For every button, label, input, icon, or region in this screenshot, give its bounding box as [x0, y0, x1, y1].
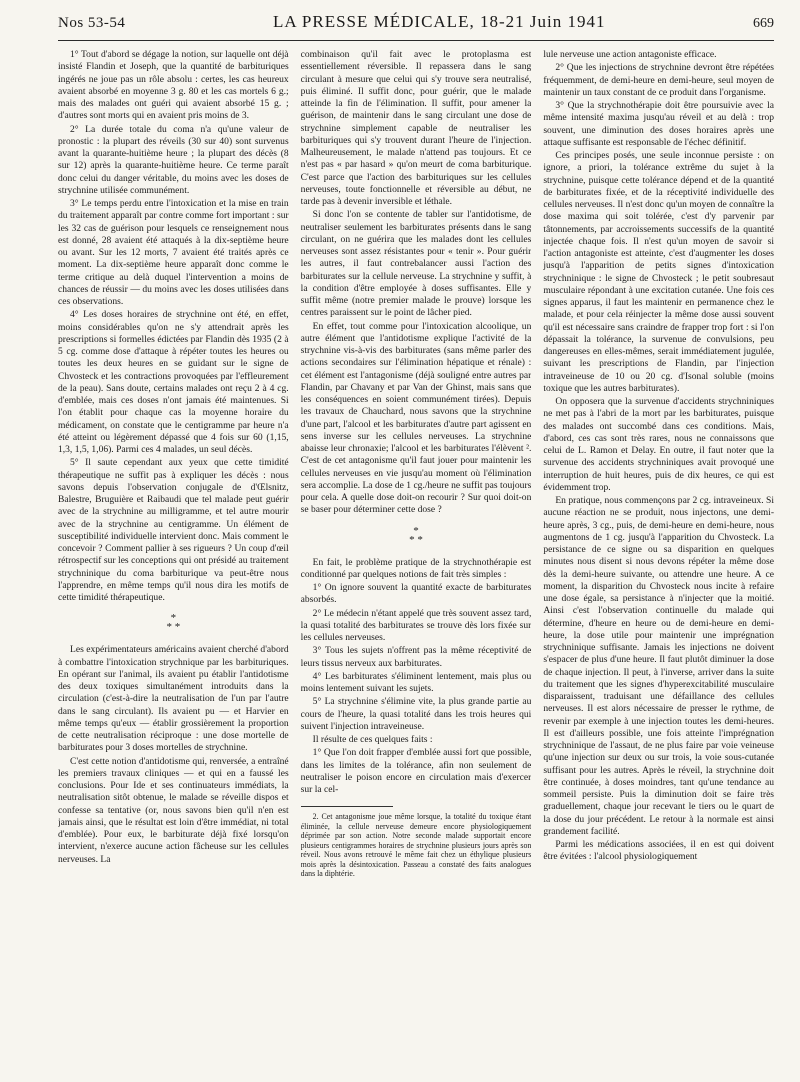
section-separator: [58, 614, 289, 632]
footnote-divider: [301, 806, 393, 807]
paragraph: Il résulte de ces quelques faits :: [312, 734, 433, 745]
footnote: 2. Cet antagonisme joue même lorsque, la totalité du toxique étant éliminée, la cellule nerveuse demeure encore physiologiquement déprimée par son action. Notre seconde malade supportait encore plusieurs centigrammes horaires de strychnine plusieurs jours après son réveil. Nous avons retrouvé le même fait chez un éthylique plusieurs mois après la désintoxication. Passeau a constaté des faits analogues dans la diphtérie.: [300, 812, 532, 879]
paragraph: 2° La durée totale du coma n'a qu'une valeur de pronostic : la plupart des réveils (30 sur 40) sont survenus avant la quarante-huitième heure ; la plupart des décès (8 sur 12) après la quarante-huitième heure. Ce terme paraît donc celui du danger véritable, du moins avec les doses de strychnine utilisée communément.: [58, 123, 289, 196]
journal-title: LA PRESSE MÉDICALE, 18-21 Juin 1941: [272, 12, 606, 31]
paragraph: 1° On ignore souvent la quantité exacte de barbiturates absorbés.: [300, 582, 532, 606]
paragraph: 2° Le médecin n'étant appelé que très souvent assez tard, la quasi totalité des barbiturates se trouve dès lors fixée sur les cellules nerveuses.: [300, 607, 532, 643]
paragraph: On opposera que la survenue d'accidents strychniniques ne met pas à l'abri de la mort par les barbiturates, puisque des malades ont succombé dans ces conditions. Mais, d'abord, ces cas sont très rares, nous ne connaissons que celui de L. Ramon et Delay. En outre, il faut noter que la survenue des accidents strychniniques avait provoqué une interruption de huit heures, puis de dix heures, ce qui est évidemment trop.: [543, 396, 775, 493]
issue-number: Nos 53-54: [58, 15, 126, 31]
column-left: [58, 49, 289, 1079]
paragraph: 1° Que l'on doit frapper d'emblée aussi fort que possible, dans les limites de la tolérance, afin non seulement de neutraliser le poison encore en circulation mais d'exercer sur la cel-: [300, 747, 532, 795]
page-number: 669: [752, 16, 774, 31]
paragraph: 5° La strychnine s'élimine vite, la plus grande partie au cours de l'heure, la quasi totalité dans les trois heures qui suivent l'injection intraveineuse.: [300, 696, 532, 732]
paragraph: lule nerveuse une action antagoniste efficace.: [543, 49, 717, 60]
separator-star-top: *: [413, 524, 419, 537]
paragraph: En effet, tout comme pour l'intoxication alcoolique, un autre élément que l'antidotisme explique l'activité de la strychnine vis-à-vis des barbiturates (sans même parler des actions secondaires sur l'élimination hépatique et rénale) : cet élément est l'antagonisme (déjà souligné entre autres par Flandin, par Chavany et par Van der Ghinst, mais sans que les conséquences en soient communément tirées). Depuis les travaux de Chauchard, nous savons que la strychnine d'une part, l'alcool et les barbiturates d'autre part agissent en sens inverse sur les cellules nerveuses. La strychnine abaisse leur chronaxie; l'alcool et les barbiturates l'élèvent ². C'est de cet antagonisme qu'il faut jouer pour maintenir les cellules nerveuses en vie jusqu'au moment où l'élimination sera accomplie. La dose de 1 cg./heure ne suffit pas toujours pour cela. A quelle dose doit-on recourir ? Sur quoi doit-on se baser pour déterminer cette dose ?: [300, 320, 532, 516]
paragraph: Ces principes posés, une seule inconnue persiste : on ignore, a priori, la tolérance extrême du sujet à la strychnine, puisque cette tolérance dépend et de la quantité de barbiturates fixée, et de la réceptivité individuelle des cellules nerveuses. Il n'est donc qu'un moyen de connaître la dose maxima qui soit tolérée, c'est d'y parvenir par tâtonnements, par accroissements successifs de la quantité injectée chaque fois. Il n'est qu'un moyen de savoir si l'action antagoniste est atteinte, c'est d'augmenter les doses jusqu'à l'apparition de petits signes d'intoxication strychninique : le signe de Chvosteck ; le petit soubresaut musculaire répondant à une excitation cutanée. Une fois ces signes apparus, il faut les maintenir en permanence chez le malade, et pour cela réinjecter la même dose aussi souvent qu'il est nécessaire sans craindre de frapper trop fort : si l'on dépassait la tolérance, la survenue de convulsions, peu dangereuses en elles-mêmes, serait immédiatement jugulée, suivant les prescriptions de Flandin, par l'injection intraveineuse de 10 ou 20 cg. d'Isonal soluble (moins toxique que les autres barbiturates).: [543, 150, 775, 394]
paragraph: 3° Tous les sujets n'offrent pas la même réceptivité de leurs tissus nerveux aux barbiturates.: [300, 645, 532, 669]
paragraph: C'est cette notion d'antidotisme qui, renversée, a entraîné les premiers travaux cliniques — et qui en a faussé les conclusions. Pour Ide et ses continuateurs immédiats, la neutralisation sitôt obtenue, le malade se réveille dispos et confesse sa tentative (or, nous savons bien qu'il n'en est jamais ainsi, que le résultat est loin d'être immédiat, ni total d'emblée). Pour eux, le barbiturate déjà fixé lorsqu'on intervient, n'exerce aucune action fâcheuse sur les cellules nerveuses. La: [58, 755, 289, 865]
paragraph: 1° Tout d'abord se dégage la notion, sur laquelle ont déjà insisté Flandin et Joseph, que la quantité de barbituriques ingérés ne joue pas un rôle absolu : certes, les cas heureux avaient absorbé en moyenne 3 g. 80 et les cas mortels 6 g.; mais des malades ont guéri qui avaient absorbé 15 g. ; d'autres sont morts qui en avaient pris moins de 3.: [58, 49, 289, 122]
paragraph: 4° Les doses horaires de strychnine ont été, en effet, moins considérables qu'on ne s'y attendrait après les prescriptions si formelles édictées par Flandin dès 1935 (2 à 5 cg. comme dose d'attaque à répéter toutes les heures ou toutes les deux heures en se guidant sur le signe de Chvosteck et les contractions provoquées par l'effleurement de la peau). Sans doute, certains malades ont reçu 2 à 4 cg. d'emblée, mais ces doses n'ont jamais été maintenues. Si l'on établit pour chaque cas la moyenne horaire du médicament, on constate que le centigramme par heure n'a été atteint ou légèrement dépassé que 4 fois sur 60 (1,15, 1,3, 1,5, 1,06). Parmi ces 4 malades, un seul décès.: [58, 309, 289, 455]
column-middle: [301, 49, 532, 1079]
page-header: [58, 12, 774, 41]
paragraph: Les expérimentateurs américains avaient cherché d'abord à combattre l'intoxication strychnique par les barbituriques. En opérant sur l'animal, ils avaient pu établir l'antidotisme des deux toxiques simultanément introduits dans la circulation (c'est-à-dire la neutralisation de l'un par l'autre dans le sang circulant). Ils avaient pu — et Harvier en même temps qu'eux — établir grossièrement la proportion de cette neutralisation réciproque : une dose mortelle de barbiturates pour 3 doses mortelles de strychnine.: [58, 644, 289, 754]
paragraph: En fait, le problème pratique de la strychnothérapie est conditionné par quelques notions de fait très simples :: [300, 556, 532, 580]
paragraph: 4° Les barbiturates s'éliminent lentement, mais plus ou moins lentement suivant les sujets.: [300, 670, 532, 694]
paragraph: Parmi les médications associées, il en est qui doivent être évitées : l'alcool physiologiquement: [543, 839, 775, 863]
paragraph: En pratique, nous commençons par 2 cg. intraveineux. Si aucune réaction ne se produit, nous injectons, une demi-heure après, 3 cg., puis, de demi-heure en demi-heure, nous augmentons de 1 cg. jusqu'à l'apparition du Chvosteck. La persistance de ce signe ou sa disparition en quelques minutes nous disent si nous devons répéter la même dose dès la demi-heure suivante, ou attendre une heure. A ce moment, la disparition du Chvosteck nous incite à refaire une dose égale, sa persistance à n'injecter que la moitié. Ainsi c'est l'observation continuelle du malade qui détermine, d'heure en heure ou de demi-heure en demi-heure, la dose utile pour maintenir une imprégnation strychninique suffisante. Jamais les injections ne doivent s'espacer de plus d'une heure. Il faut plutôt diminuer la dose de chaque injection. Il peut, à l'inverse, arriver dans la suite du traitement que les signes d'hyperexcitabilité musculaire disparaissent, traduisant une défaillance des cellules nerveuses. Il est alors nécessaire de presser le rythme, de revenir par exemple à une injection toutes les demi-heures. Il est d'ailleurs possible, une fois atteinte l'imprégnation strychninique de l'assaut, de ne plus faire par voie veineuse qu'une injection sur deux ou sur trois, la voie sous-cutanée suffisant pour les autres. Après le réveil, la strychnine doit être continuée, à doses moindres, tant qu'une tendance au sommeil persiste. Puis la diminution doit se faire très graduellement, chaque jour recevant le tiers ou le quart de la dose du jour précédent. Le retour à la normale est ainsi grandement facilité.: [543, 495, 775, 837]
paragraph: combinaison qu'il fait avec le protoplasma est essentiellement réversible. Il repassera dans le sang circulant à mesure que celui qui s'y trouve sera neutralisé, puis éliminé. Il suffit donc, pour guérir, que le malade atteinde la fin de l'élimination. Il suffit, pour amener la guérison, de maintenir dans le sang circulant une dose de strychnine simplement capable de neutraliser les barbituriques qui s'y trouvent durant l'heure de l'injection. Malheureusement, le malade n'attend pas toujours. Et ce n'est pas « par hasard » qu'on meurt de coma barbiturique. C'est parce que l'action des barbituriques sur les cellules nerveuses, toute fonctionnelle et réversible au début, ne tarde pas à devenir inversible et léthale.: [300, 49, 532, 207]
paragraph: 3° Le temps perdu entre l'intoxication et la mise en train du traitement apparaît par contre comme fort important : sur les 32 cas de guérison pour lesquels ce renseignement nous est donné, 28 avaient été attaqués à la dix-septième heure ou avant. Sur les 12 morts, 7 avaient été traités après ce moment. La dix-septième heure apparaît donc comme le terme critique au delà duquel l'intervention a moins de chances de réussir — du moins avec les doses utilisées dans ces observations.: [58, 198, 289, 307]
paragraph: 3° Que la strychnothérapie doit être poursuivie avec la même intensité maxima jusqu'au réveil et au delà : trop souvent, une diminution des doses horaires après une attaque suffisante est responsable de l'échec définitif.: [543, 100, 775, 148]
paragraph: 2° Que les injections de strychnine devront être répétées fréquemment, de demi-heure en demi-heure, seul moyen de maintenir un taux constant de ce produit dans l'organisme.: [543, 62, 775, 98]
paragraph: Si donc l'on se contente de tabler sur l'antidotisme, de neutraliser seulement les barbiturates présents dans le sang circulant, on ne guérira que les malades dont les cellules nerveuses sont assez résistantes pour « tenir ». Pour guérir les autres, il faut contrebalancer aussi l'action des barbiturates sur la cellule nerveuse. La strychnine y suffit, à la condition d'être employée à doses suffisantes. Elle y suffit même (notre premier malade le prouve) lorsque les centres paraissent sur le point de lâcher pied.: [300, 209, 532, 319]
separator-stars-bottom: * *: [409, 533, 423, 546]
section-separator: [301, 524, 532, 546]
paragraph: 5° Il saute cependant aux yeux que cette timidité thérapeutique ne suffit pas à expliquer les décès : nous savons depuis l'observation conjugale de d'Œlsnitz, Balestre, Bruguière et Raibaudi que tel malade peut guérir avec de la strychnine au milligramme, et tel autre mourir avec de la strychnine au centigramme. Un élément de susceptibilité individuelle intervient donc. Mais comment le concevoir ? Comment pallier à ses rigueurs ? Un coup d'œil rétrospectif sur les conceptions qui ont présidé au traitement strychninique du coma barbiturique va peut-être nous l'apprendre, en même temps qu'il nous dira les motifs de cette timidité thérapeutique.: [58, 457, 289, 603]
separator-stars-bottom: * *: [166, 621, 181, 634]
article-columns: [58, 49, 774, 1079]
separator-star-top: *: [170, 612, 177, 625]
column-right: [543, 49, 774, 1079]
